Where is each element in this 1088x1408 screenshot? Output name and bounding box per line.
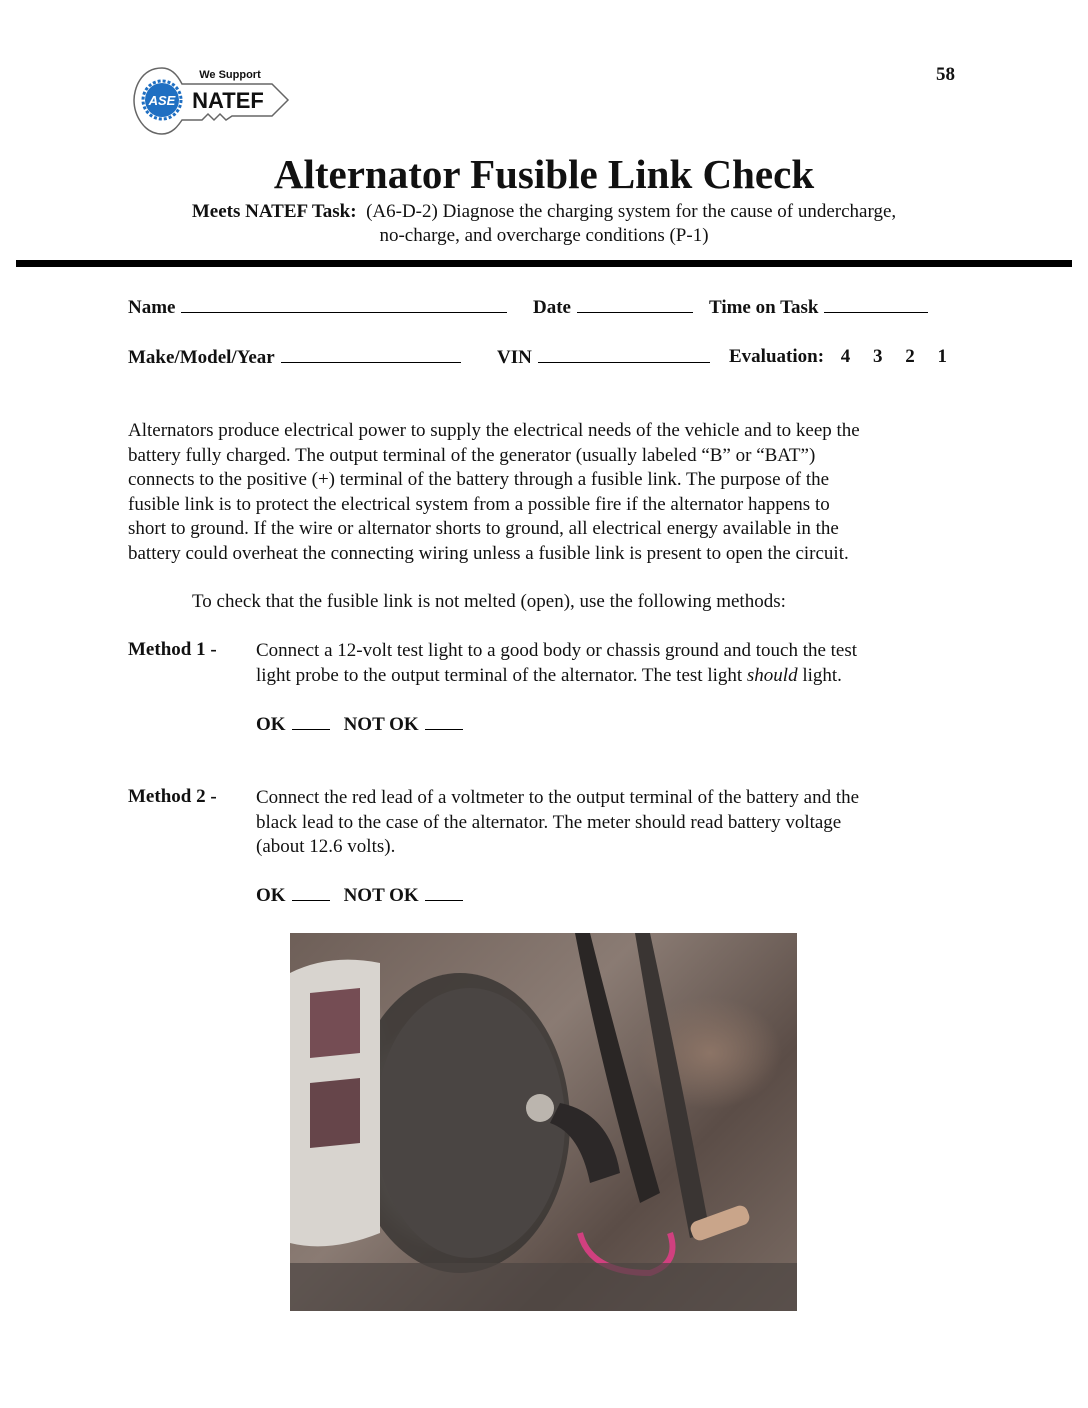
make-model-year-label: Make/Model/Year [128, 347, 275, 368]
ok-label: OK [256, 885, 286, 906]
task-line2: no-charge, and overcharge conditions (P-1) [379, 225, 709, 246]
date-label: Date [533, 297, 571, 318]
ase-badge-text: ASE [148, 93, 176, 108]
make-model-year-field[interactable] [128, 346, 461, 369]
intro-paragraph [128, 419, 968, 566]
method-1-line: light probe to the output terminal of the alternator. The test light [256, 664, 747, 686]
intro-line: battery fully charged. The output terminal of the generator (usually labeled “B” or “BAT”) [128, 444, 816, 466]
date-field[interactable] [533, 296, 693, 319]
method-2-line: (about 12.6 volts). [256, 836, 396, 857]
method-2-line: black lead to the case of the alternator. The meter should read battery voltage [256, 811, 842, 833]
eval-score-4[interactable]: 4 [840, 346, 851, 367]
page-number: 58 [936, 64, 955, 85]
method-2-label: Method 2 - [128, 786, 217, 807]
intro-line: connects to the positive (+) terminal of the battery through a fusible link. The purpose of the [128, 469, 830, 490]
method-2-line: Connect the red lead of a voltmeter to the output terminal of the battery and the [256, 787, 860, 808]
time-on-task-label: Time on Task [709, 297, 819, 318]
task-label: Meets NATEF Task: [191, 201, 357, 222]
check-intro [192, 590, 1032, 615]
name-field[interactable] [128, 296, 507, 319]
not-ok-label: NOT OK [343, 714, 419, 735]
eval-score-1[interactable]: 1 [937, 346, 948, 367]
task-line1: (A6-D-2) Diagnose the charging system for the cause of undercharge, [366, 201, 897, 222]
natef-logo [132, 60, 292, 142]
alternator-photo [290, 933, 797, 1311]
method-2-result [256, 884, 477, 907]
method-1-emphasis: should [746, 664, 798, 686]
svg-text:NATEF: NATEF [192, 88, 264, 113]
eval-score-2[interactable]: 2 [905, 346, 915, 367]
name-label: Name [128, 297, 176, 318]
not-ok-blank[interactable] [425, 713, 463, 730]
method-1-result [256, 713, 477, 736]
vin-field[interactable] [497, 346, 710, 369]
page-title: Alternator Fusible Link Check [273, 151, 815, 197]
evaluation-field [729, 346, 947, 368]
evaluation-label: Evaluation: [729, 346, 825, 367]
ok-blank[interactable] [292, 713, 330, 730]
method-1-text [256, 639, 857, 688]
intro-line: Alternators produce electrical power to supply the electrical needs of the vehicle and to keep the [128, 420, 860, 441]
eval-score-3[interactable]: 3 [873, 346, 883, 367]
method-1-label: Method 1 - [128, 639, 217, 660]
intro-line: fusible link is to protect the electrical system from a possible fire if the alternator happens to [128, 493, 830, 515]
time-on-task-field[interactable] [709, 296, 928, 319]
natef-task [0, 200, 1088, 248]
method-1-line: light. [797, 664, 842, 686]
not-ok-blank[interactable] [425, 884, 463, 901]
vin-label: VIN [497, 347, 532, 368]
method-1-line: Connect a 12-volt test light to a good body or chassis ground and touch the test [256, 640, 858, 661]
not-ok-label: NOT OK [343, 885, 419, 906]
ok-label: OK [256, 714, 286, 735]
intro-line: short to ground. If the wire or alternator shorts to ground, all electrical energy available in the [128, 518, 839, 539]
svg-text:We Support: We Support [199, 69, 261, 81]
header-divider [16, 260, 1072, 267]
check-intro-text: To check that the fusible link is not melted (open), use the following methods: [192, 591, 786, 612]
method-2-text [256, 786, 859, 860]
ok-blank[interactable] [292, 884, 330, 901]
intro-line: battery could overheat the connecting wiring unless a fusible link is present to open the circuit. [128, 542, 849, 564]
